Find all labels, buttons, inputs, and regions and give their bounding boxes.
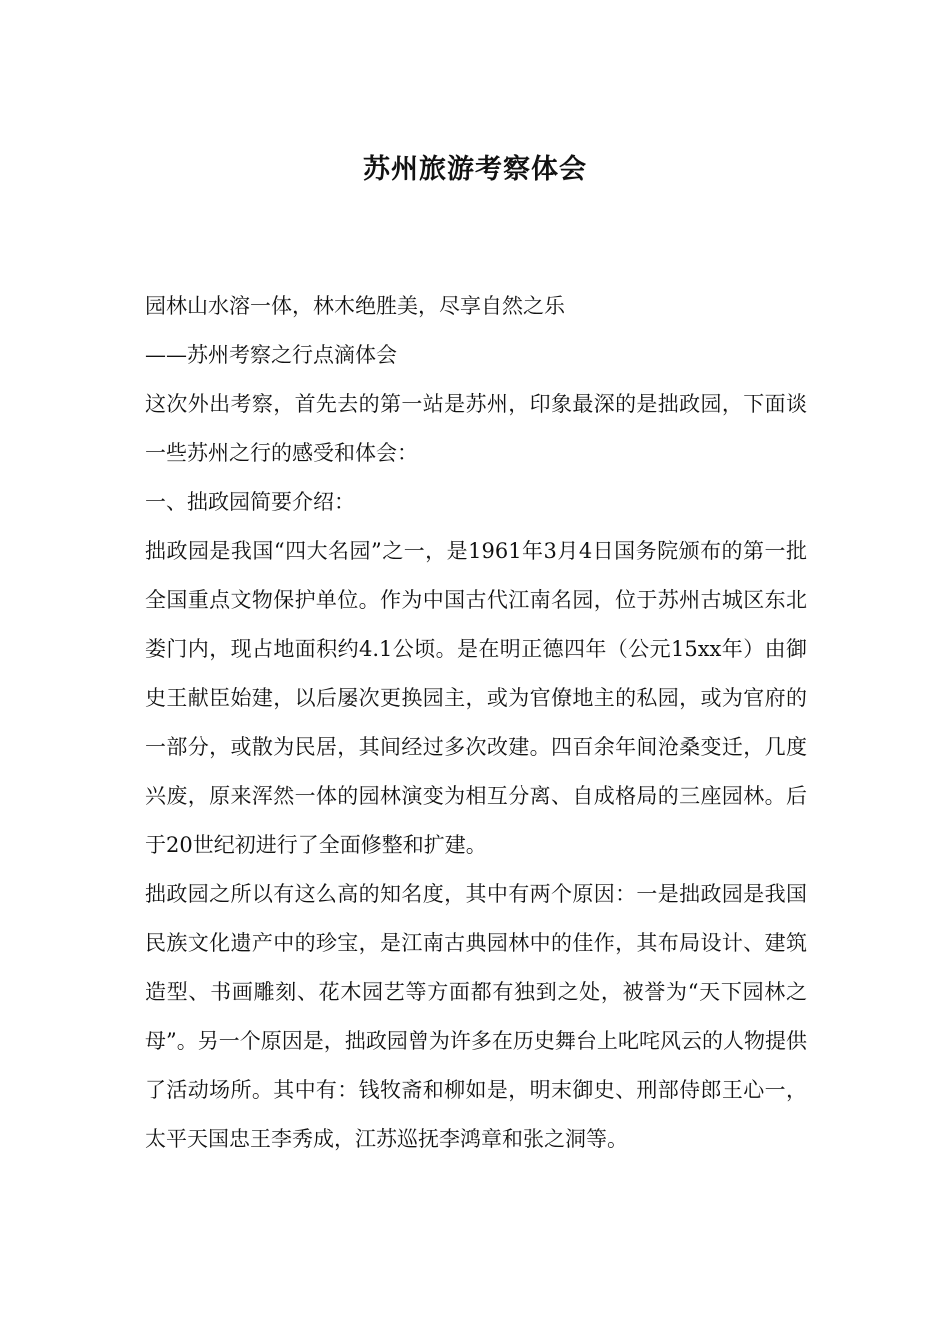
document-body (145, 282, 807, 1164)
paragraph-history: 拙政园是我国“四大名园”之一，是1961年3月4日国务院颁布的第一批全国重点文物保护单位。作为中国古代江南名园，位于苏州古城区东北娄门内，现占地面积约4.1公顷。是在明正德四年（公元15xx年）由御史王献臣始建，以后屡次更换园主，或为官僚地主的私园，或为官府的一部分，或散为民居，其间经过多次改建。四百余年间沧桑变迁，几度兴废，原来浑然一体的园林演变为相互分离、自成格局的三座园林。后于20世纪初进行了全面修整和扩建。 (145, 539, 807, 857)
document-title: 苏州旅游考察体会 (363, 154, 587, 186)
paragraph-intro: 这次外出考察，首先去的第一站是苏州，印象最深的是拙政园，下面谈一些苏州之行的感受和体会： (145, 392, 807, 465)
subtitle: 园林山水溶一体，林木绝胜美，尽享自然之乐 (145, 294, 565, 318)
section-heading: 一、拙政园简要介绍： (145, 490, 355, 514)
paragraph-fame: 拙政园之所以有这么高的知名度，其中有两个原因：一是拙政园是我国民族文化遗产中的珍宝，是江南古典园林中的佳作，其布局设计、建筑造型、书画雕刻、花木园艺等方面都有独到之处，被誉为“天下园林之母”。另一个原因是，拙政园曾为许多在历史舞台上叱咤风云的人物提供了活动场所。其中有：钱牧斋和柳如是，明末御史、刑部侍郎王心一，太平天国忠王李秀成，江苏巡抚李鸿章和张之洞等。 (145, 882, 807, 1151)
subheading: ——苏州考察之行点滴体会 (145, 343, 397, 367)
